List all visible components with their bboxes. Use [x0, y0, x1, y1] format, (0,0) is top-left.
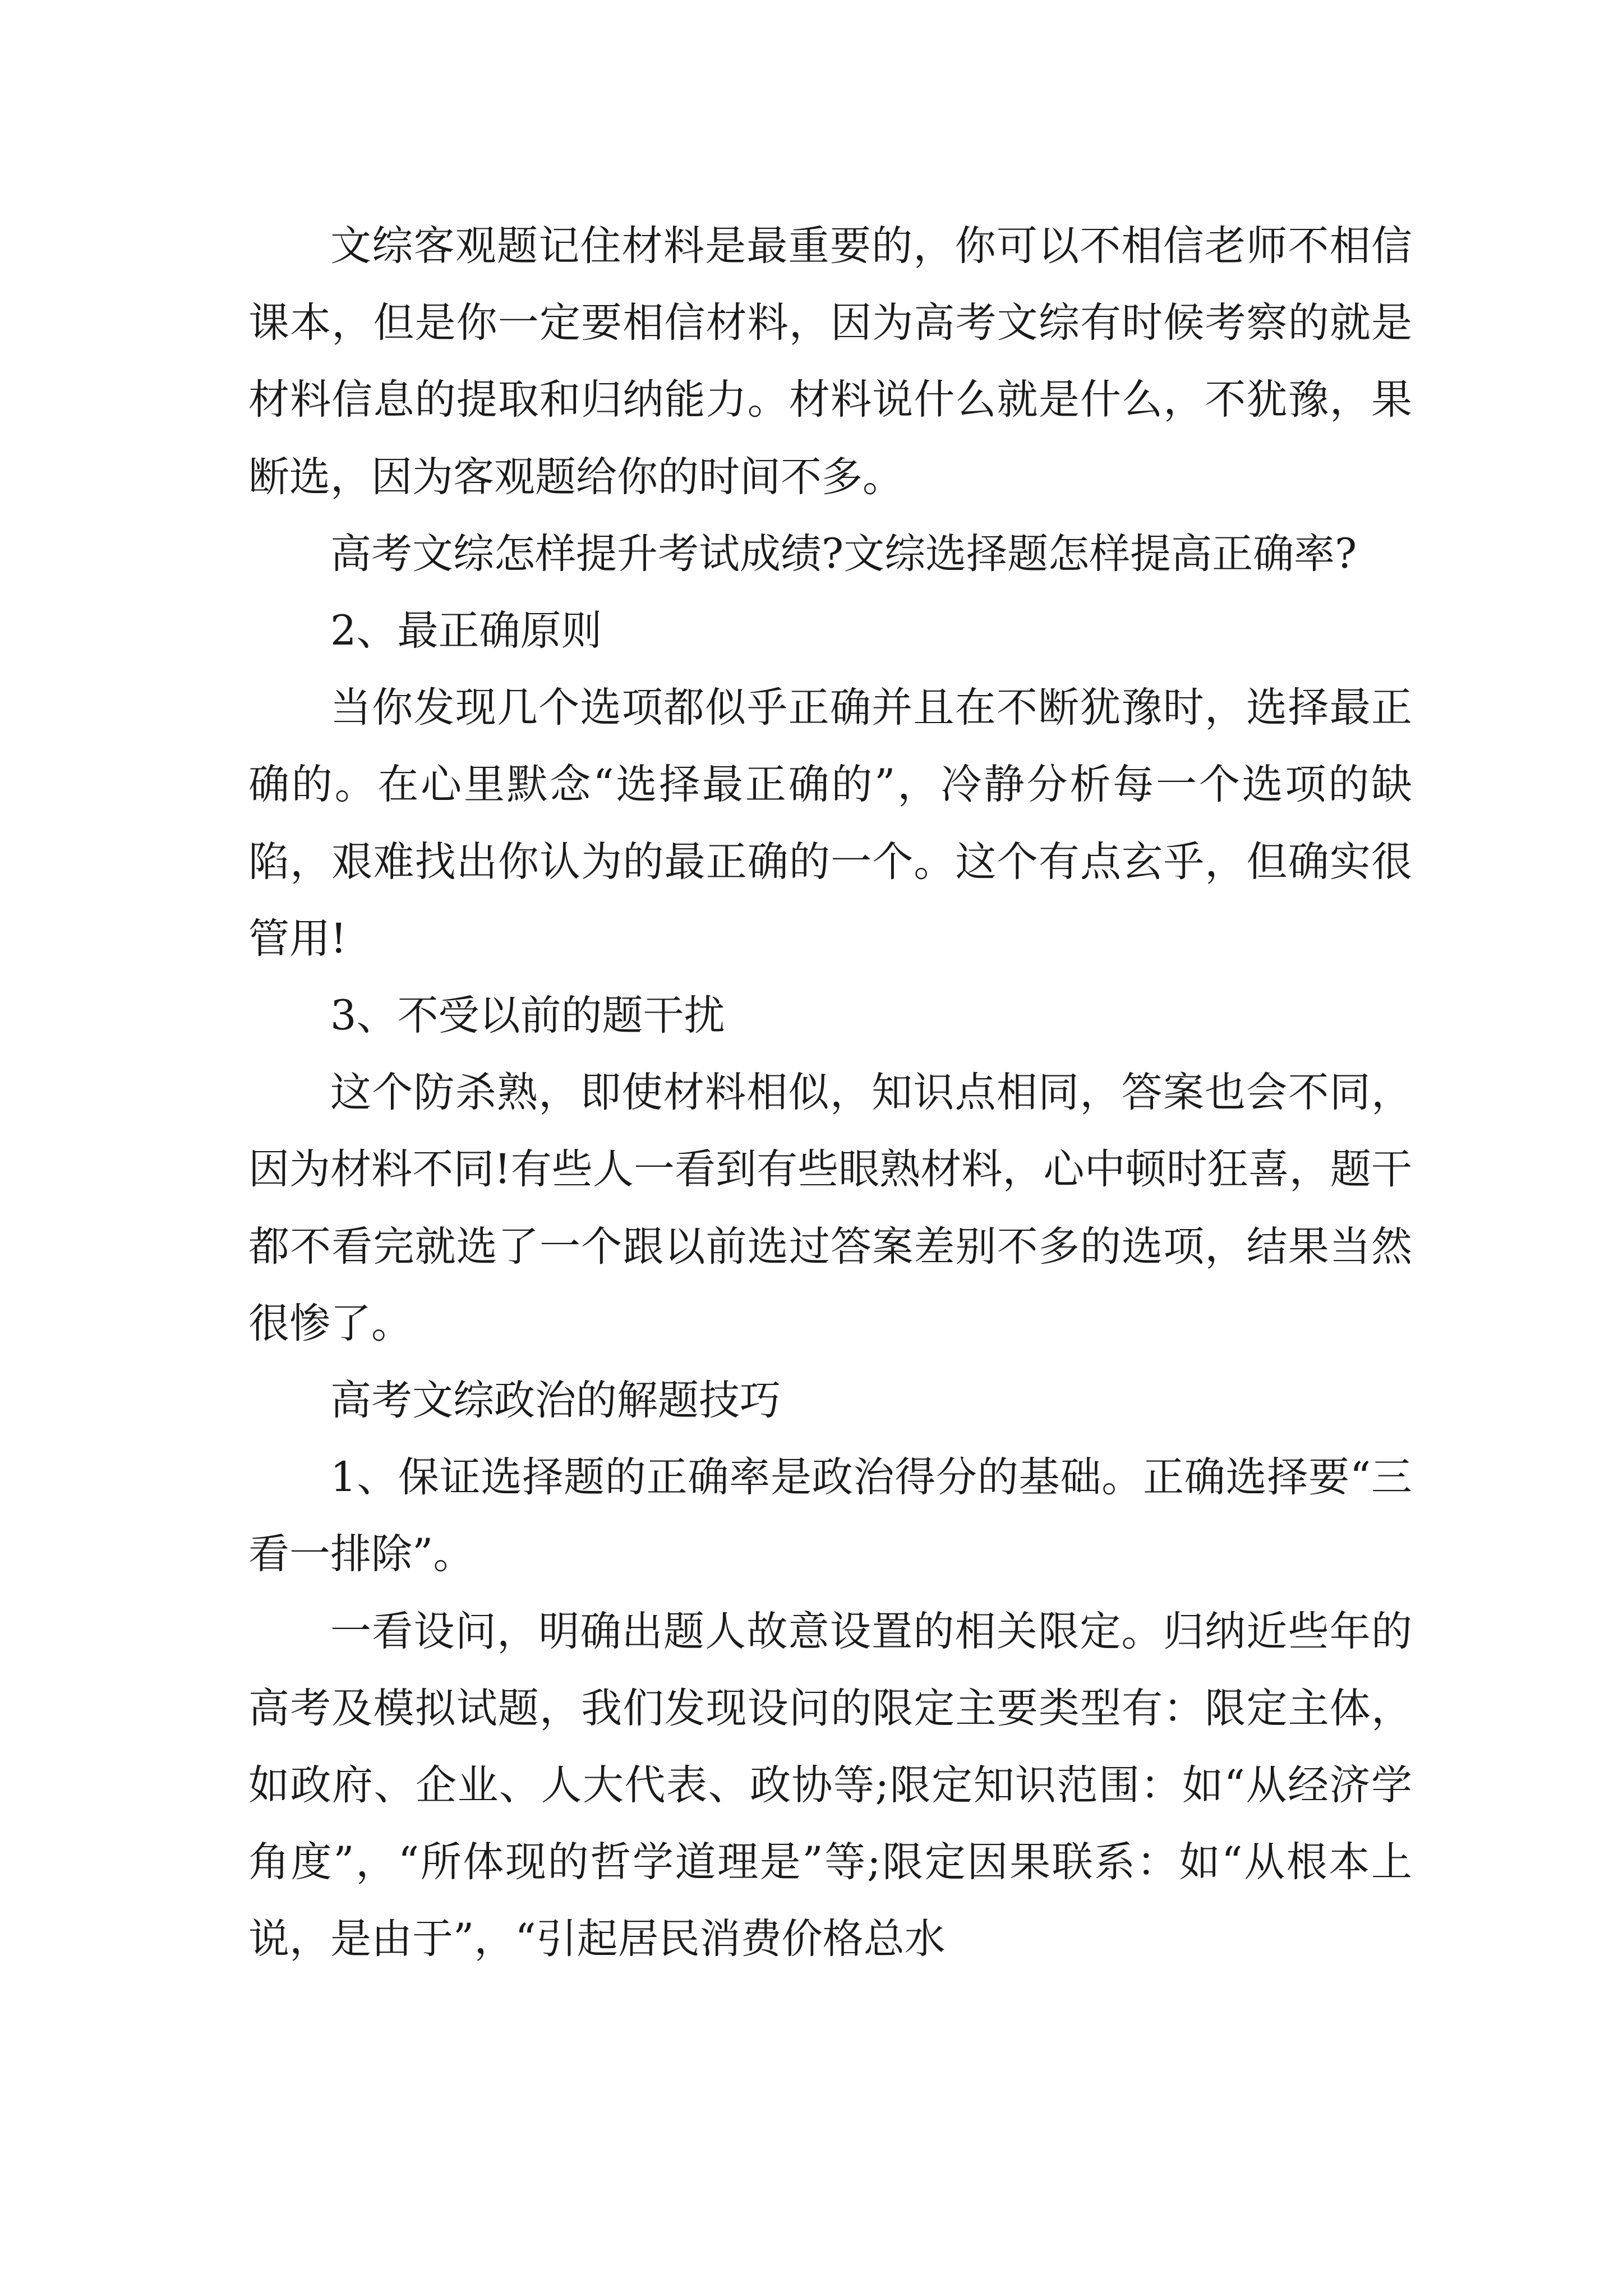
paragraph-rule-2-body: 当你发现几个选项都似乎正确并且在不断犹豫时，选择最正确的。在心里默念“选择最正确的”，冷静分析每一个选项的缺陷，艰难找出你认为的最正确的一个。这个有点玄乎，但确实很管用!: [248, 684, 1412, 963]
paragraph-question-heading: 高考文综怎样提升考试成绩?文综选择题怎样提高正确率?: [330, 530, 1357, 578]
paragraph-rule-3-heading: 3、不受以前的题干扰: [330, 992, 725, 1040]
paragraph-rule-2-heading: 2、最正确原则: [330, 607, 602, 655]
paragraph-politics-tip-1: 1、保证选择题的正确率是政治得分的基础。正确选择要“三看一排除”。: [248, 1453, 1412, 1579]
paragraph-look-at-question: 一看设问，明确出题人故意设置的相关限定。归纳近些年的高考及模拟试题，我们发现设问的限定主要类型有：限定主体，如政府、企业、人大代表、政协等;限定知识范围：如“从经济学角度”，“所体现的哲学道理是”等;限定因果联系：如“从根本上说，是由于”，“引起居民消费价格总水: [248, 1607, 1412, 1963]
paragraph-politics-heading: 高考文综政治的解题技巧: [330, 1377, 781, 1425]
document-body: [248, 208, 1412, 1978]
paragraph-rule-3-body: 这个防杀熟，即使材料相似，知识点相同，答案也会不同，因为材料不同!有些人一看到有些眼熟材料，心中顿时狂喜，题干都不看完就选了一个跟以前选过答案差别不多的选项，结果当然很惨了。: [248, 1069, 1412, 1347]
paragraph-materials-importance: 文综客观题记住材料是最重要的，你可以不相信老师不相信课本，但是你一定要相信材料，因为高考文综有时候考察的就是材料信息的提取和归纳能力。材料说什么就是什么，不犹豫，果断选，因为客观题给你的时间不多。: [248, 222, 1412, 501]
